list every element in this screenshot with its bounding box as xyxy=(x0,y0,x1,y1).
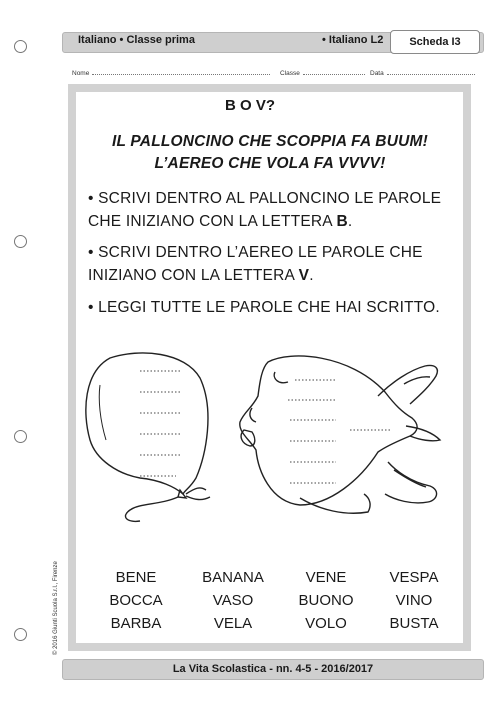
copyright-note: © 2016 Giunti Scuola S.r.l., Firenze xyxy=(53,561,59,655)
word-item: BARBA xyxy=(110,615,162,632)
instruction-1-letter: B xyxy=(336,213,348,230)
word-item: BUONO xyxy=(298,592,354,609)
word-item: VINO xyxy=(395,592,433,609)
airplane-drawing xyxy=(240,356,440,513)
word-item: VENE xyxy=(305,569,347,586)
class-label: Classe xyxy=(280,70,300,77)
airplane-writing-lines xyxy=(288,380,390,483)
instruction-1-text: • SCRIVI DENTRO AL PALLONCINO LE PAROLE CHE INIZIANO CON LA LETTERA xyxy=(88,190,442,230)
exercise-title: B O V? xyxy=(224,97,275,114)
word-item: BOCCA xyxy=(109,592,163,609)
balloon-drawing xyxy=(86,353,210,521)
word-item: VESPA xyxy=(389,569,439,586)
word-item: BUSTA xyxy=(389,615,439,632)
instruction-2-letter: V xyxy=(298,267,310,284)
track-label: • Italiano L2 xyxy=(322,34,384,46)
word-item: VASO xyxy=(212,592,254,609)
word-item: VOLO xyxy=(305,615,347,632)
word-list xyxy=(86,568,456,633)
subtitle-line-2: L’AEREO CHE VOLA FA VVVV! xyxy=(154,155,386,172)
instruction-2-end: . xyxy=(309,267,314,284)
instruction-3-text: • LEGGI TUTTE LE PAROLE CHE HAI SCRITTO. xyxy=(88,299,440,316)
word-item: BANANA xyxy=(202,569,264,586)
footer-bar: La Vita Scolastica - nn. 4-5 - 2016/2017 xyxy=(62,659,484,680)
word-item: BENE xyxy=(115,569,157,586)
balloon-writing-lines xyxy=(140,371,182,476)
instruction-2-text: • SCRIVI DENTRO L’AEREO LE PAROLE CHE INIZIANO CON LA LETTERA xyxy=(88,244,423,284)
name-label: Nome xyxy=(72,70,90,77)
date-label: Data xyxy=(370,70,384,77)
word-item: VELA xyxy=(213,615,253,632)
instruction-1-end: . xyxy=(347,213,353,230)
subject-label: Italiano • Classe prima xyxy=(78,34,195,46)
sheet-number: Scheda I3 xyxy=(390,30,480,54)
subtitle-line-1: IL PALLONCINO CHE SCOPPIA FA BUUM! xyxy=(112,133,428,150)
